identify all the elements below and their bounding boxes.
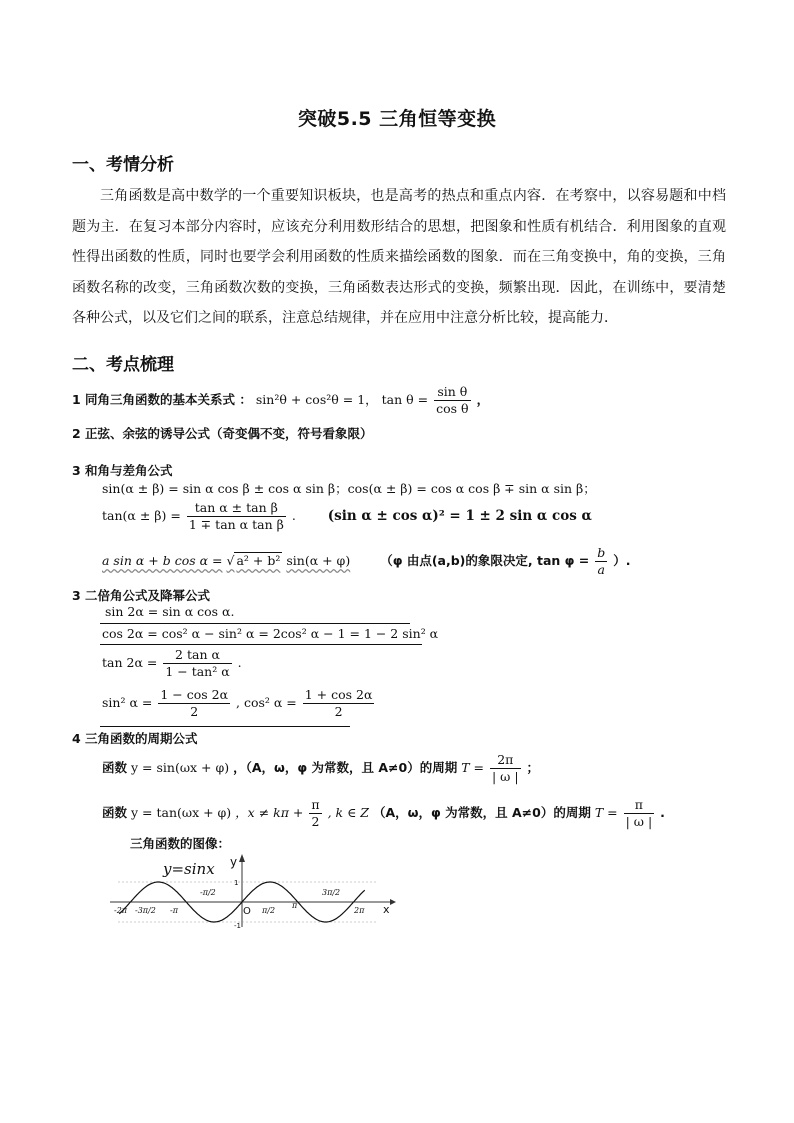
formula-tan-period	[102, 797, 665, 830]
tick-label: -π	[170, 906, 178, 915]
fraction-numerator: 1 + cos 2α	[304, 687, 373, 702]
tick-label: 3π/2	[322, 888, 341, 897]
section-heading-analysis: 一、考情分析	[72, 155, 174, 175]
fraction-numerator: 2 tan α	[163, 647, 231, 664]
formula-prefix: 函数	[102, 760, 128, 775]
tick-label: π/2	[262, 906, 276, 915]
formula-sin-double: sin 2α = sin α cos α.	[105, 604, 235, 619]
item-double-angle-label: 3 二倍角公式及降幂公式	[72, 588, 211, 603]
y-axis-arrow	[239, 854, 245, 862]
root-radicand: a² + b²	[236, 553, 281, 568]
fraction-numerator: sin θ	[434, 384, 470, 401]
fraction-numerator: 2π	[490, 752, 521, 769]
x-axis-arrow	[390, 899, 396, 905]
tick-label: 2π	[354, 906, 365, 915]
fraction-denominator: cos θ	[436, 401, 469, 416]
item-sum-difference-label: 3 和角与差角公式	[72, 463, 173, 478]
tick-label: -3π/2	[135, 906, 156, 915]
tick-label: π	[292, 901, 298, 910]
formula-condition: ，（A，ω，φ 为常数，且 A≠0）的周期	[233, 760, 458, 775]
formula-lhs: tan 2α =	[102, 655, 158, 670]
fraction-period	[490, 752, 521, 785]
x-axis-label: x	[383, 903, 390, 916]
formula-tail: .	[291, 508, 296, 523]
fraction-denominator: 2	[334, 704, 343, 719]
fraction-numerator: b	[597, 545, 606, 560]
fraction-tan	[434, 384, 470, 417]
formula-tail: ，	[476, 392, 490, 407]
formula-domain: ，x ≠ kπ +	[235, 805, 304, 820]
origin-label: O	[243, 906, 251, 917]
fraction-denominator: 1 − tan² α	[165, 664, 230, 679]
formula-tan-double	[102, 647, 242, 680]
item-basic-relations	[72, 384, 489, 417]
item-label: 1 同角三角函数的基本关系式 ：	[72, 392, 252, 407]
item-period-label: 4 三角函数的周期公式	[72, 731, 198, 746]
formula-root: √ a² + b²	[226, 553, 281, 568]
graph-caption: 三角函数的图像：	[130, 836, 231, 851]
formula-k-integer: , k ∈ Z	[327, 805, 369, 820]
fraction-denominator: 2	[311, 814, 320, 829]
y-axis-label: y	[230, 855, 238, 869]
formula-note-end: ）.	[613, 553, 631, 568]
formula-cos-sq-lhs: , cos² α =	[236, 695, 297, 710]
underline-rule	[100, 644, 422, 645]
fraction-denominator: | ω |	[492, 769, 519, 784]
fraction-cos-sq	[303, 687, 375, 720]
formula-tan-lhs: tan θ =	[381, 392, 429, 407]
value-neg-one-label: -1	[234, 922, 241, 930]
curve-label: y=sinx	[163, 860, 215, 878]
fraction-tan-double	[163, 647, 231, 680]
formula-end: ；	[526, 760, 540, 775]
formula-function: y = tan(ωx + φ)	[131, 805, 232, 820]
underline-rule	[100, 623, 410, 624]
formula-cos-double: cos 2α = cos² α − sin² α = 2cos² α − 1 = 1 − 2 sin² α	[102, 626, 439, 641]
value-one-label: 1	[234, 879, 239, 887]
tick-label: -π/2	[200, 888, 216, 897]
fraction-period	[624, 797, 655, 830]
formula-end: .	[660, 805, 665, 820]
fraction-numerator: tan α ± tan β	[187, 500, 286, 517]
fraction-tan-sum	[187, 500, 286, 533]
formula-period-lhs: T =	[461, 760, 485, 775]
page-title: 突破5.5 三角恒等变换	[297, 108, 497, 130]
fraction-sin-sq	[158, 687, 230, 720]
fraction-denominator: 1 ∓ tan α tan β	[188, 517, 284, 532]
item-induction-formulas: 2 正弦、余弦的诱导公式（奇变偶不变，符号看象限）	[72, 426, 373, 441]
formula-prefix: 函数	[102, 805, 128, 820]
underline-rule	[100, 726, 350, 727]
formula-lhs: a sin α + b cos α =	[102, 553, 223, 568]
fraction-numerator: 1 − cos 2α	[160, 687, 229, 702]
formula-square-identity: (sin α ± cos α)² = 1 ± 2 sin α cos α	[327, 508, 592, 524]
fraction-tan-phi	[595, 545, 607, 578]
tick-label: -2π	[114, 906, 128, 915]
formula-note: （φ 由点(a,b)的象限决定, tan φ =	[380, 553, 590, 568]
sine-graph	[108, 852, 398, 932]
formula-period-lhs: T =	[594, 805, 618, 820]
formula-sum-difference-sin-cos: sin(α ± β) = sin α cos β ± cos α sin β；cos(α ± β) = cos α cos β ∓ sin α sin β；	[102, 481, 596, 496]
formula-tan-sum	[102, 500, 592, 533]
analysis-paragraph: 三角函数是高中数学的一个重要知识板块，也是高考的热点和重点内容．在考察中，以容易题和中档题为主．在复习本部分内容时，应该充分利用数形结合的思想，把图象和性质有机结合．利用图象的直观性得出函数的性质，同时也要学会利用函数的性质来描绘函数的图象．而在三角变换中，角的变换，三角函数名称的改变，三角函数次数的变换，三角函数表达形式的变换，频繁出现．因此，在训练中，要清楚各种公式，以及它们之间的联系，注意总结规律，并在应用中注意分析比较，提高能力．	[72, 188, 726, 326]
formula-auxiliary-angle	[102, 545, 630, 578]
formula-tail: .	[237, 655, 242, 670]
formula-lhs: tan(α ± β) =	[102, 508, 181, 523]
formula-power-reduction	[102, 687, 376, 720]
fraction-denominator: | ω |	[625, 814, 653, 829]
section-heading-review: 二、考点梳理	[72, 355, 174, 375]
fraction-denominator: a	[597, 562, 605, 577]
formula-pythagorean: sin²θ + cos²θ = 1，	[255, 392, 378, 407]
formula-condition: （A，ω，φ 为常数，且 A≠0）的周期	[372, 805, 591, 820]
formula-sin-sq-lhs: sin² α =	[102, 695, 153, 710]
fraction-numerator: π	[311, 797, 320, 812]
fraction-denominator: 2	[190, 704, 199, 719]
formula-sin-period	[102, 752, 539, 785]
formula-rhs: sin(α + φ)	[286, 553, 351, 568]
fraction-pi-half	[309, 797, 321, 830]
fraction-numerator: π	[624, 797, 655, 814]
formula-function: y = sin(ωx + φ)	[131, 760, 230, 775]
